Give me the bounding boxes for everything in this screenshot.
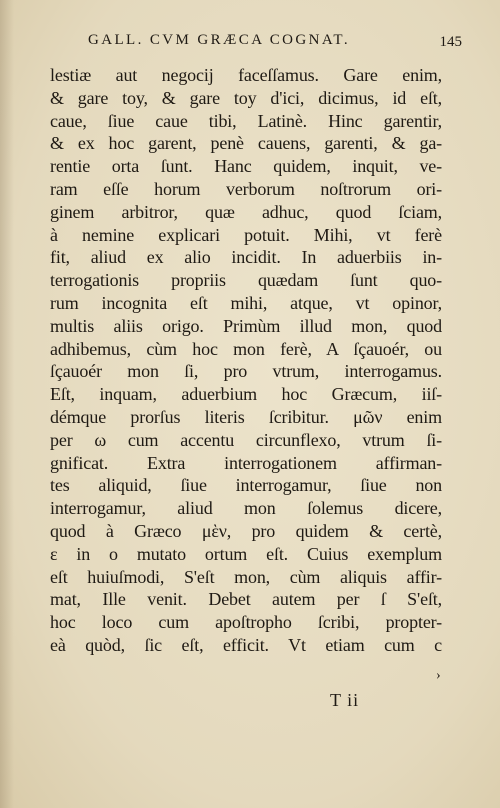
text-line: adhibemus, cùm hoc mon ferè, A ſçauoér, ou — [50, 338, 442, 359]
text-line: interrogamur, aliud mon ſolemus dicere, — [50, 498, 442, 519]
page-number: 145 — [439, 34, 462, 50]
gutter-shadow — [0, 0, 14, 808]
running-head: GALL. CVM GRÆCA COGNAT. — [88, 32, 351, 48]
text-line: ſçauoér mon ſi, pro vtrum, interrogamus. — [50, 361, 442, 382]
text-line: caue, ſiue caue tibi, Latinè. Hinc garentir, — [50, 110, 442, 131]
text-line: ε in o mutato ortum eſt. Cuius exemplum — [50, 543, 442, 564]
text-line: eà quòd, ſic eſt, efficit. Vt etiam cum c — [50, 634, 442, 655]
text-line: fit, aliud ex alio incidit. In aduerbiis in- — [50, 247, 442, 268]
text-line: Eſt, inquam, aduerbium hoc Græcum, iiſ- — [50, 384, 442, 405]
text-line: rum incognita eſt mihi, atque, vt opinor, — [50, 292, 442, 313]
text-line: & gare toy, & gare toy d'ici, dicimus, id eſt, — [50, 87, 442, 108]
text-line: ram eſſe horum verborum noſtrorum ori- — [50, 178, 442, 199]
text-line: ginem arbitror, quæ adhuc, quod ſciam, — [50, 201, 442, 222]
text-line: à nemine explicari potuit. Mihi, vt ferè — [50, 224, 442, 245]
text-line: multis aliis origo. Primùm illud mon, quod — [50, 315, 442, 336]
text-line: lestiæ aut negocij faceſſamus. Gare enim, — [50, 65, 442, 85]
text-line: rentie orta ſunt. Hanc quidem, inquit, ve- — [50, 156, 442, 177]
text-line: gnificat. Extra interrogationem affirman- — [50, 452, 442, 473]
signature-mark: T ii — [330, 690, 360, 710]
body-text — [50, 64, 442, 657]
text-line: hoc loco cum apoſtropho ſcribi, propter- — [50, 612, 442, 633]
text-line: démque prorſus literis ſcribitur. μῶν enim — [50, 406, 442, 427]
text-line: mat, Ille venit. Debet autem per ſ S'eſt, — [50, 589, 442, 610]
text-line: & ex hoc garent, penè cauens, garenti, & ga- — [50, 133, 442, 154]
text-line: quod à Græco μὲν, pro quidem & certè, — [50, 520, 442, 541]
text-line: terrogationis propriis quædam ſunt quo- — [50, 270, 442, 291]
text-line: tes aliquid, ſiue interrogamur, ſiue non — [50, 475, 442, 496]
text-line: per ω cum accentu circunflexo, vtrum ſi- — [50, 429, 442, 450]
margin-mark: › — [436, 668, 441, 683]
text-line: eſt huiuſmodi, S'eſt mon, cùm aliquis affir- — [50, 566, 442, 587]
